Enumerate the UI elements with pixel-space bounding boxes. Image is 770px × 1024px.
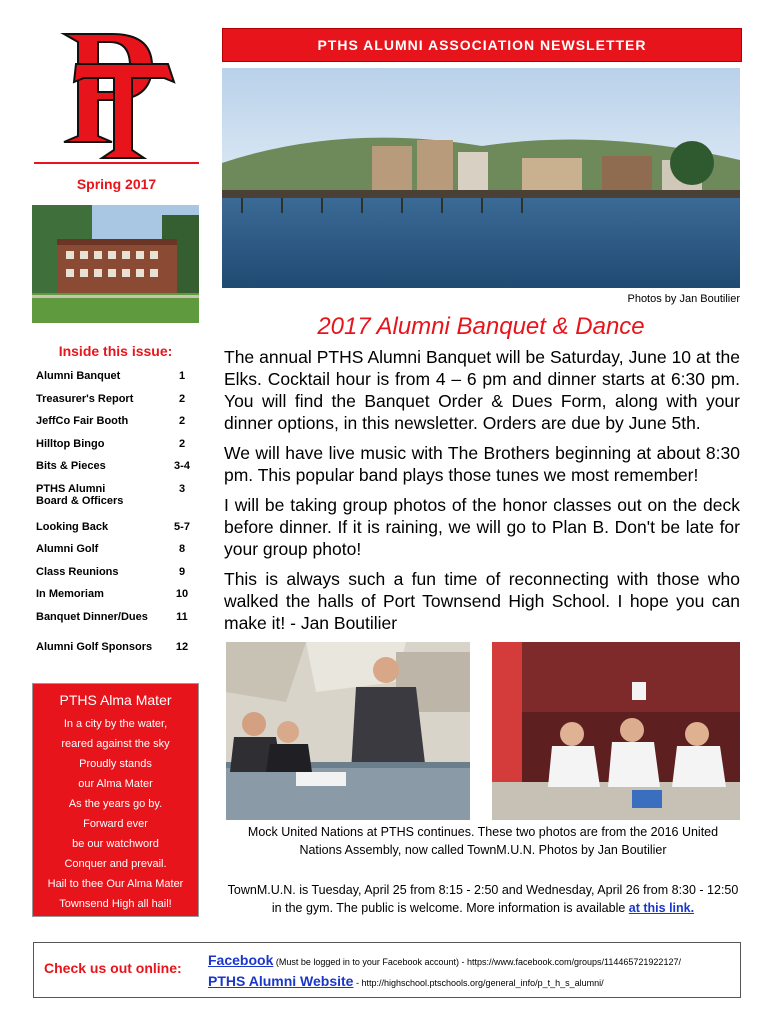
alumni-website-link[interactable]: PTHS Alumni Website [208, 973, 354, 989]
article-paragraph: This is always such a fun time of reconnecting with those who walked the halls of Port Townsend High School. I hope you can make it! - Jan Boutilier [224, 569, 740, 633]
waterfront-photo [222, 68, 740, 288]
toc-item-title: In Memoriam [36, 588, 104, 600]
facebook-link[interactable]: Facebook [208, 952, 274, 968]
toc-item [36, 393, 196, 416]
website-row [208, 972, 738, 993]
logo-divider [34, 162, 199, 164]
mun-photo-speaker [226, 642, 470, 820]
facebook-row [208, 951, 738, 972]
mun-info-text: TownM.U.N. is Tuesday, April 25 from 8:15 - 2:50 and Wednesday, April 26 from 8:30 - 12:50 in the gym. The public is welcome. More information is available [227, 883, 739, 915]
issue-date: Spring 2017 [76, 176, 157, 192]
toc-item [36, 415, 196, 438]
toc-item-title-line2: Board & Officers [36, 494, 124, 507]
online-label: Check us out online: [44, 960, 182, 976]
toc-item-title: Bits & Pieces [36, 460, 106, 472]
toc-item-title: Hilltop Bingo [36, 437, 105, 450]
toc-title: Inside this issue: [58, 343, 173, 359]
toc-item-page: 5-7 [174, 520, 190, 533]
toc-item-page: 2 [178, 392, 186, 405]
toc-item [36, 566, 196, 589]
toc-item-page: 1 [178, 370, 186, 382]
toc-item [36, 438, 196, 461]
alma-mater-box [32, 683, 199, 917]
school-building-photo [32, 205, 199, 323]
photo-credit: Photos by Jan Boutilier [627, 293, 740, 305]
article-paragraph: The annual PTHS Alumni Banquet will be Saturday, June 10 at the Elks. Cocktail hour is from 4 – 6 pm and dinner starts at 6:30 pm. You will find the Banquet Order & Dues Form, along with your dinner options, in this newsletter. Orders are due by June 5th. [224, 347, 740, 433]
toc-item [36, 370, 196, 393]
toc-item [36, 543, 196, 566]
mun-photo-delegates [492, 642, 740, 820]
online-links [208, 951, 738, 993]
alma-mater-title: PTHS Alma Mater [59, 692, 172, 708]
toc-item [36, 641, 196, 664]
article-headline: 2017 Alumni Banquet & Dance [317, 313, 645, 340]
toc-item-page: 2 [178, 415, 186, 427]
alma-mater-line: In a city by the water, [63, 718, 168, 730]
toc-item-page: 12 [175, 640, 189, 653]
toc-item-title: JeffCo Fair Booth [36, 415, 129, 427]
alma-mater-line: reared against the sky [61, 738, 170, 750]
toc-item-page: 2 [178, 437, 186, 450]
alma-mater-line: Townsend High all hail! [59, 898, 172, 910]
alma-mater-line: Hail to thee Our Alma Mater [47, 878, 184, 890]
mun-more-info-link[interactable]: at this link. [628, 901, 695, 915]
toc-item-title: Alumni Golf Sponsors [36, 640, 153, 653]
online-links-box [33, 942, 741, 998]
toc-item-page: 3 [178, 482, 186, 495]
alma-mater-line: our Alma Mater [78, 778, 153, 790]
toc-item-page: 10 [175, 588, 189, 600]
pths-logo [40, 18, 185, 166]
toc-item-title: Class Reunions [36, 565, 119, 578]
toc-item [36, 588, 196, 611]
toc-item-page: 11 [176, 610, 188, 623]
article-paragraph: We will have live music with The Brothers beginning at about 8:30 pm. This popular band plays those tunes we most remember! [224, 443, 740, 485]
toc-item-page: 9 [178, 565, 186, 578]
alma-mater-line: Conquer and prevail. [64, 858, 167, 870]
toc-item-title: Alumni Banquet [36, 370, 121, 382]
newsletter-banner [222, 28, 742, 62]
toc-item-title: Banquet Dinner/Dues [36, 610, 148, 623]
toc-item [36, 483, 196, 521]
mun-event-info [226, 881, 740, 917]
toc-item-title: Treasurer's Report [36, 392, 134, 405]
toc-item-page: 8 [178, 543, 186, 555]
toc-item-title-line1: PTHS Alumni [36, 482, 106, 495]
toc-item [36, 521, 196, 544]
toc-item-title: Looking Back [36, 520, 109, 533]
alma-mater-line: Forward ever [83, 818, 148, 830]
website-note: - http://highschool.ptschools.org/general_info/p_t_h_s_alumni/ [355, 978, 604, 988]
toc-item-title [36, 483, 123, 507]
alma-mater-line: As the years go by. [68, 798, 163, 810]
facebook-note: (Must be logged in to your Facebook account) - https://www.facebook.com/groups/114465721922127/ [275, 957, 681, 967]
article-body [224, 346, 740, 642]
toc-item [36, 460, 196, 483]
alma-mater-line: be our watchword [72, 838, 159, 850]
mun-photo-caption: Mock United Nations at PTHS continues. These two photos are from the 2016 United Nations Assembly, now called TownM.U.N. Photos by Jan Boutilier [247, 825, 719, 857]
toc-item-page: 3-4 [174, 460, 190, 472]
article-paragraph: I will be taking group photos of the honor classes out on the deck before dinner. If it is raining, we will go to Plan B. Don't be late for your group photo! [224, 495, 740, 559]
table-of-contents [36, 370, 196, 663]
banner-title: PTHS ALUMNI ASSOCIATION NEWSLETTER [317, 37, 647, 53]
alma-mater-line: Proudly stands [79, 758, 152, 770]
toc-item-title: Alumni Golf [36, 543, 99, 555]
toc-item [36, 611, 196, 641]
